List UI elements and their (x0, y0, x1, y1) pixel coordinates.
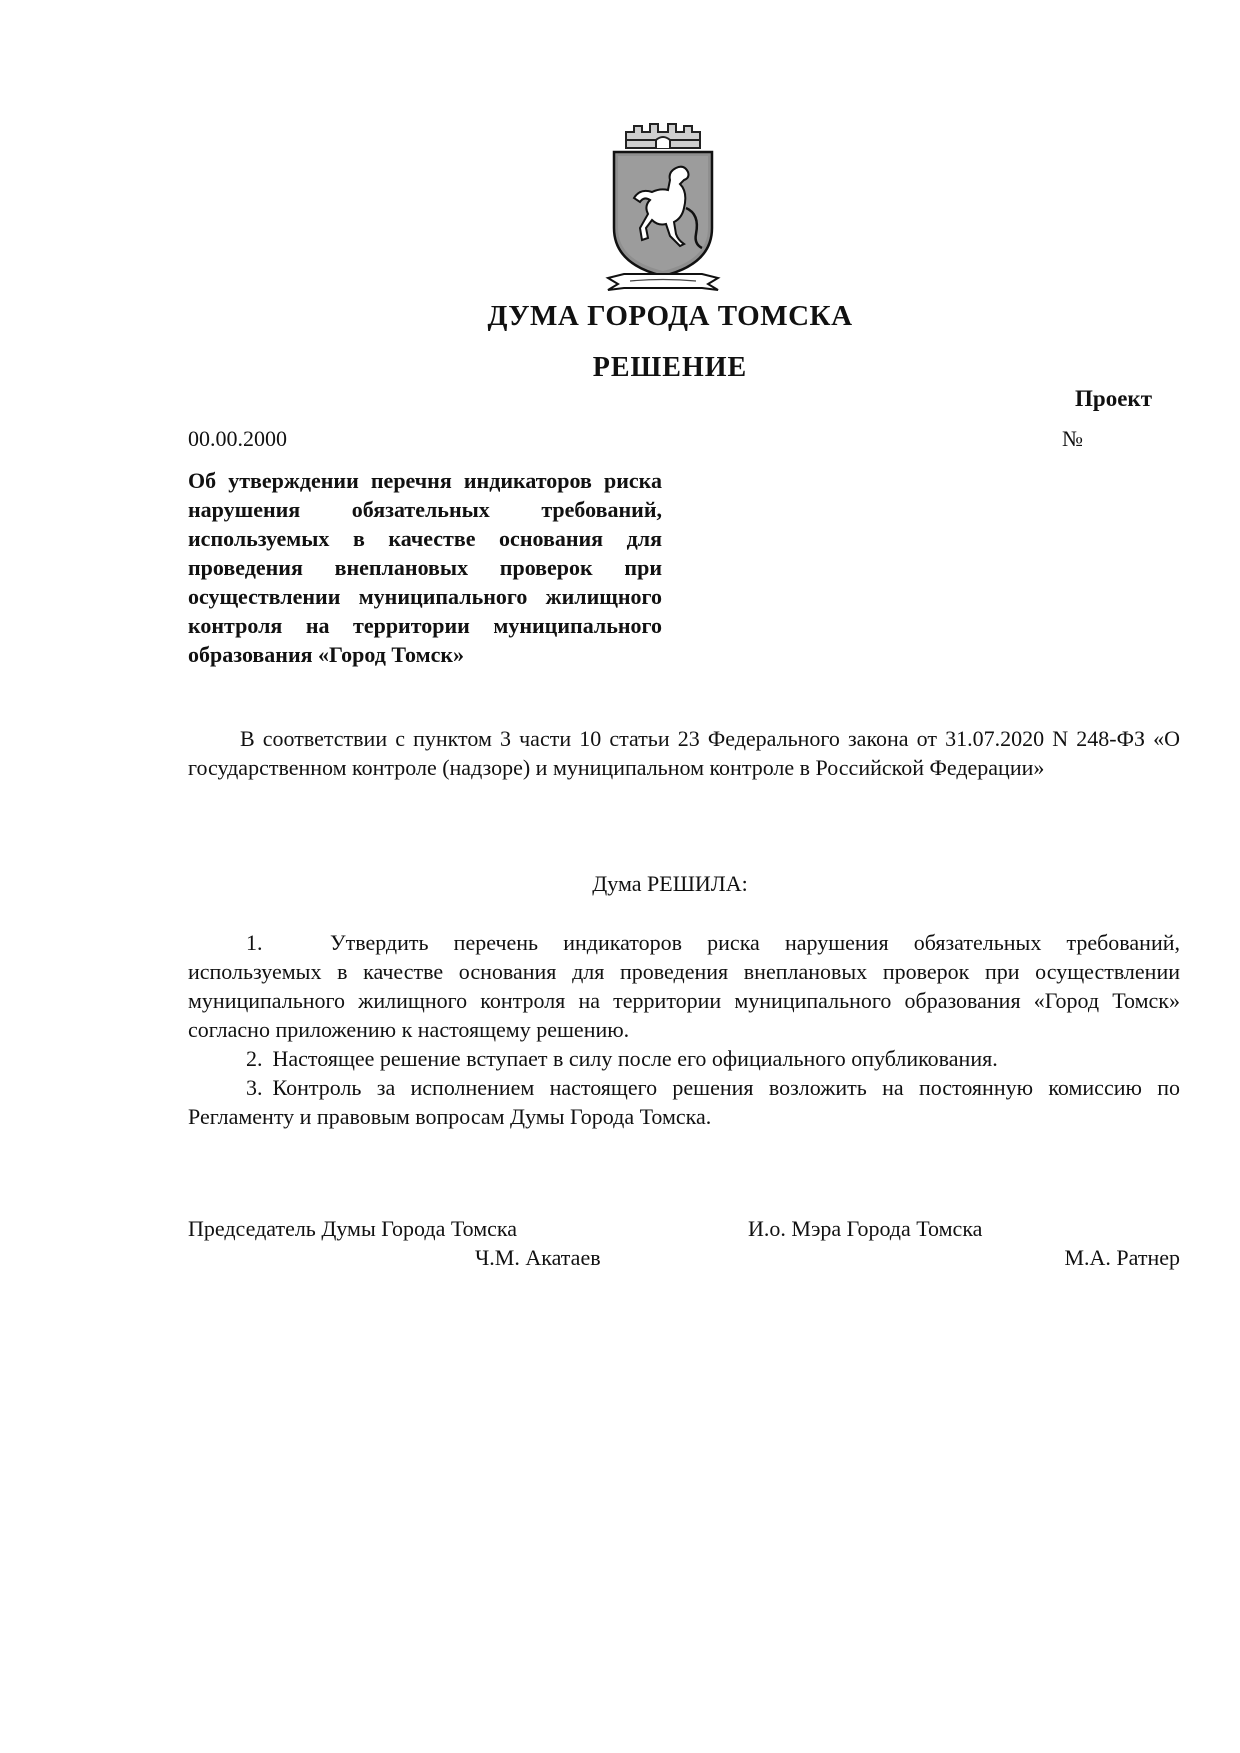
tomsk-coat-of-arms-icon (604, 118, 722, 296)
resolved-heading: Дума РЕШИЛА: (592, 871, 748, 896)
resolution-items (188, 928, 1180, 1131)
legal-basis-paragraph: В соответствии с пунктом 3 части 10 статьи 23 Федерального закона от 31.07.2020 N 248-ФЗ «О государственном контроле (надзоре) и муниципальном контроле в Российской Федерации» (188, 726, 1180, 780)
organization-title: ДУМА ГОРОДА ТОМСКА (487, 300, 853, 332)
list-item (188, 1073, 1180, 1131)
list-item (188, 928, 1180, 1044)
item-text: Утвердить перечень индикаторов риска нарушения обязательных требований, используемых в качестве основания для проведения внеплановых проверок при осуществлении муниципального жилищного контроля на территории муниципального образования «Город Томск» согласно приложению к настоящему решению. (188, 930, 1180, 1042)
chairman-role: Председатель Думы Города Томска (188, 1216, 518, 1241)
draft-label: Проект (1075, 386, 1152, 411)
list-item (188, 1044, 1180, 1073)
mayor-name: М.А. Ратнер (1064, 1245, 1180, 1270)
document-date: 00.00.2000 (188, 426, 287, 451)
document-subject: Об утверждении перечня индикаторов риска нарушения обязательных требований, используемых в качестве основания для проведения внеплановых проверок при осуществлении муниципального жилищного контроля на территории муниципального образования «Город Томск» (188, 468, 662, 667)
item-number: 1. (246, 930, 263, 955)
item-number: 3. (246, 1075, 263, 1100)
document-number: № (1062, 426, 1083, 451)
mayor-role: И.о. Мэра Города Томска (748, 1216, 983, 1241)
chairman-name: Ч.М. Акатаев (475, 1245, 601, 1270)
item-text: Настоящее решение вступает в силу после его официального опубликования. (272, 1046, 998, 1071)
item-number: 2. (246, 1046, 263, 1071)
item-text: Контроль за исполнением настоящего решения возложить на постоянную комиссию по Регламенту и правовым вопросам Думы Города Томска. (188, 1075, 1180, 1129)
document-type: РЕШЕНИЕ (592, 352, 748, 383)
